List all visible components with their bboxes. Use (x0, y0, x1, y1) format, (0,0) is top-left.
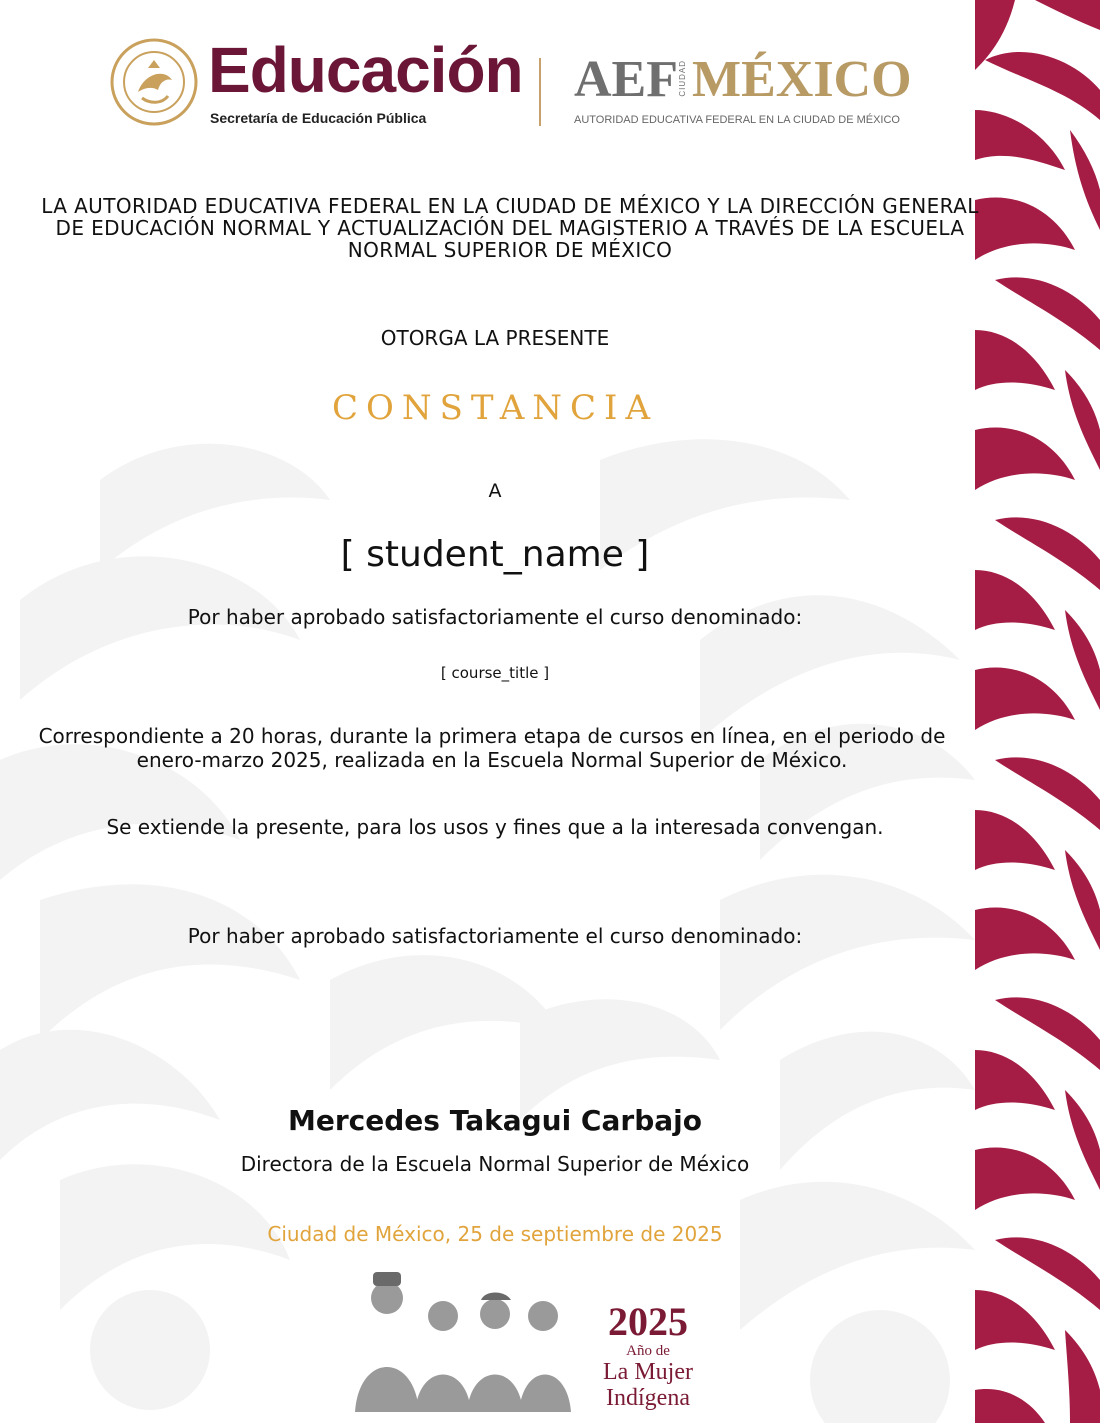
issuance-statement: Se extiende la presente, para los usos y fines que a la interesada convengan. (106, 815, 884, 839)
aef-logo (574, 50, 912, 130)
emblem-year: 2025 (608, 1299, 688, 1344)
approval-statement-repeat: Por haber aprobado satisfactoriamente el curso denominado: (187, 924, 803, 948)
year-of-indigenous-woman-emblem (588, 1300, 708, 1412)
logo-divider (539, 58, 541, 126)
emblem-line-2: Indígena (606, 1385, 690, 1411)
certificate-title: CONSTANCIA (331, 388, 659, 428)
aef-logo-left: AEF (574, 51, 678, 108)
indigenous-women-illustration (345, 1262, 580, 1412)
grant-statement: OTORGA LA PRESENTE (380, 326, 610, 350)
emblem-line-1: La Mujer (603, 1359, 693, 1385)
place-date: Ciudad de México, 25 de septiembre de 2025 (267, 1222, 723, 1246)
recipient-preposition: A (488, 480, 502, 502)
issuer-statement: LA AUTORIDAD EDUCATIVA FEDERAL EN LA CIUDAD DE MÉXICO Y LA DIRECCIÓN GENERAL DE EDUCACIÓN NORMAL Y ACTUALIZACIÓN DEL MAGISTERIO A TRAVÉS DE LA ESCUELA NORMAL SUPERIOR DE MÉXICO (41, 194, 979, 262)
signer-role: Directora de la Escuela Normal Superior de México (240, 1152, 750, 1176)
emblem-subtitle: Año de (626, 1343, 670, 1359)
aef-logo-subtitle: AUTORIDAD EDUCATIVA FEDERAL EN LA CIUDAD DE MÉXICO (574, 114, 900, 126)
decorative-side-band (975, 0, 1100, 1423)
aef-logo-right: MÉXICO (692, 51, 912, 108)
student-name: [ student_name ] (340, 534, 650, 575)
education-logo-title: Educación (208, 34, 523, 106)
signer-name: Mercedes Takagui Carbajo (288, 1104, 702, 1137)
education-logo-subtitle: Secretaría de Educación Pública (210, 110, 427, 126)
national-seal-icon (108, 34, 200, 130)
course-title: [ course_title ] (440, 664, 550, 682)
aef-logo-small: CIUDAD (678, 60, 687, 97)
course-details: Correspondiente a 20 horas, durante la primera etapa de cursos en línea, en el periodo de enero-marzo 2025, realizada en la Escuela Normal Superior de México. (38, 724, 946, 772)
approval-statement: Por haber aprobado satisfactoriamente el curso denominado: (187, 605, 803, 629)
header-logos (108, 30, 912, 140)
